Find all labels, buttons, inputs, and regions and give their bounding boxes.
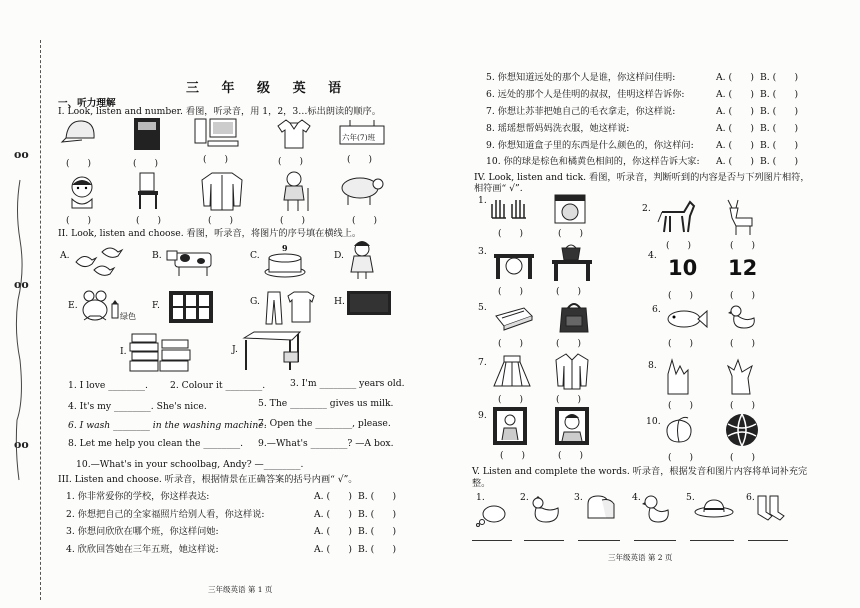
q4-num-10: 10. [646, 416, 661, 427]
page-1-footer: 三年级英语 第 1 页 [208, 585, 273, 594]
q3-item-10: 10. 你的球是棕色和橘黄色相间的，你这样告诉大家: [486, 156, 700, 167]
page-title: 三 年 级 英 语 [186, 81, 351, 96]
q1-answer-3[interactable]: ( ) [203, 155, 229, 165]
q3-5-choice-a[interactable]: A. ( ) [716, 72, 755, 83]
door-icon [132, 117, 162, 151]
q1-answer-6[interactable]: ( ) [66, 216, 92, 226]
girl-icon [348, 240, 376, 280]
fill-line-6[interactable]: 6. I wash ________ in the washing machine. [68, 420, 267, 431]
fill-line-9[interactable]: 9.—What's ________? —A box. [258, 438, 394, 449]
q4-num-7: 7. [478, 357, 487, 368]
q3-item-8: 8. 瑶瑶想帮妈妈洗衣服，她这样说: [486, 123, 630, 134]
q4-answer-1a[interactable]: ( ) [498, 229, 524, 239]
q3-item-5: 5. 你想知道远处的那个人是谁，你这样问佳明: [486, 72, 676, 83]
q4-answer-6b[interactable]: ( ) [730, 339, 756, 349]
q2-label-a: A. [60, 250, 70, 261]
q3-4-choice-a[interactable]: A. ( ) [314, 544, 353, 555]
q4-num-1: 1. [478, 195, 487, 206]
q5-num-6: 6. [746, 492, 755, 503]
q2-label-c: C. [250, 250, 260, 261]
q3-item-4: 4. 欣欣回答她在三年五班，她这样说: [66, 544, 219, 555]
chair-icon [136, 172, 160, 210]
fish-icon [666, 308, 708, 330]
binding-line [40, 40, 41, 600]
q3-3-choice-b[interactable]: B. ( ) [358, 526, 397, 537]
q2-label-i: I. [120, 346, 127, 357]
hand-sign-b-icon [724, 356, 758, 396]
q4-answer-8b[interactable]: ( ) [730, 401, 756, 411]
q4-answer-4a[interactable]: ( ) [668, 291, 694, 301]
q3-9-choice-a[interactable]: A. ( ) [716, 140, 755, 151]
q3-item-1: 1. 你非常爱你的学校，你这样表达: [66, 491, 210, 502]
socks-icon [754, 494, 786, 522]
hen-icon [530, 496, 560, 524]
q3-1-choice-b[interactable]: B. ( ) [358, 491, 397, 502]
q3-item-7: 7. 你想让苏菲把她自己的毛衣拿走，你这样说: [486, 106, 676, 117]
table-bag-icon [550, 242, 594, 282]
grandpa-icon [280, 170, 314, 212]
blackboard-icon [346, 290, 392, 316]
hat-icon [694, 498, 734, 518]
sweater-icon [200, 170, 244, 212]
thought-bubble-icon [476, 504, 506, 526]
q2-label-j: J. [232, 344, 238, 355]
binder-hole-icon: oo [14, 278, 29, 291]
q4-answer-10b[interactable]: ( ) [730, 453, 756, 463]
margin-squiggle [12, 180, 32, 480]
baby-icon [66, 175, 98, 209]
q2-label-b: B. [152, 250, 162, 261]
q3-9-choice-b[interactable]: B. ( ) [760, 140, 799, 151]
q2-label-f: F. [152, 300, 160, 311]
q5-num-2: 2. [520, 492, 529, 503]
cake-number: 9 [282, 243, 288, 253]
q3-1-choice-a[interactable]: A. ( ) [314, 491, 353, 502]
bread-icon [584, 494, 616, 520]
q4-num-3: 3. [478, 246, 487, 257]
desk-icon [242, 330, 302, 372]
q3-6-choice-a[interactable]: A. ( ) [716, 89, 755, 100]
q3-10-choice-b[interactable]: B. ( ) [760, 156, 799, 167]
clothes-icon [264, 290, 318, 326]
q5-answer-line-2[interactable] [524, 540, 564, 541]
q1-answer-1[interactable]: ( ) [66, 159, 92, 169]
q5-num-3: 3. [574, 492, 583, 503]
q1-answer-2[interactable]: ( ) [133, 159, 159, 169]
cow-icon [165, 247, 219, 277]
sheep-icon [336, 174, 384, 206]
q2-label-h: H. [334, 296, 345, 307]
peach-icon [664, 416, 694, 444]
q3-2-choice-a[interactable]: A. ( ) [314, 509, 353, 520]
q5-answer-line-4[interactable] [634, 540, 676, 541]
q5-title-line2: 整。 [472, 478, 491, 489]
photo-frame-b-icon [554, 406, 590, 446]
books-icon [130, 332, 192, 374]
q4-title: IV. Look, listen and tick. 看图，听录音，判断听到的内容是否与下列图片相符， [474, 172, 810, 183]
q5-num-1: 1. [476, 492, 485, 503]
q1-answer-10[interactable]: ( ) [352, 216, 378, 226]
q4-answer-7b[interactable]: ( ) [556, 395, 582, 405]
q5-title: V. Listen and complete the words. 听录音，根据发音和图片内容将单词补充完 [472, 466, 808, 477]
fill-line-3[interactable]: 3. I'm ________ years old. [290, 378, 405, 389]
pencil-box-icon [494, 304, 534, 332]
q4-answer-9b[interactable]: ( ) [558, 451, 584, 461]
number-10: 10 [668, 256, 698, 280]
q4-answer-5a[interactable]: ( ) [498, 339, 524, 349]
goat-icon [722, 198, 758, 236]
fill-line-4[interactable]: 4. It's my ________. She's nice. [68, 401, 207, 412]
q2-label-g: G. [250, 296, 260, 307]
section-1-title: 一、听力理解 [58, 98, 116, 109]
binder-hole-icon: oo [14, 438, 29, 451]
q3-8-choice-b[interactable]: B. ( ) [760, 123, 799, 134]
q4-answer-3a[interactable]: ( ) [498, 287, 524, 297]
q1-answer-5[interactable]: ( ) [347, 155, 373, 165]
q3-item-9: 9. 你想知道盒子里的东西是什么颜色的，你这样问: [486, 140, 694, 151]
q3-2-choice-b[interactable]: B. ( ) [358, 509, 397, 520]
q3-4-choice-b[interactable]: B. ( ) [358, 544, 397, 555]
q4-num-8: 8. [648, 360, 657, 371]
q1-answer-8[interactable]: ( ) [208, 216, 234, 226]
q4-answer-4b[interactable]: ( ) [730, 291, 756, 301]
q4-num-9: 9. [478, 410, 487, 421]
q1-answer-9[interactable]: ( ) [280, 216, 306, 226]
page-2 [432, 0, 860, 608]
duck-icon [728, 304, 758, 332]
q4-answer-3b[interactable]: ( ) [556, 287, 582, 297]
photo-frame-a-icon [492, 406, 528, 446]
crayon-label: 绿色 [120, 312, 136, 321]
q3-5-choice-b[interactable]: B. ( ) [760, 72, 799, 83]
q5-num-4: 4. [632, 492, 641, 503]
frog-icon [80, 290, 110, 326]
fill-line-8[interactable]: 8. Let me help you clean the ________. [68, 438, 244, 449]
q4-answer-2a[interactable]: ( ) [666, 241, 692, 251]
hand-sign-a-icon [662, 356, 694, 396]
skirt-icon [492, 354, 532, 388]
q1-answer-7[interactable]: ( ) [136, 216, 162, 226]
fill-line-7[interactable]: 7. Open the ________, please. [258, 418, 391, 429]
q1-title: I. Look, listen and number. 看图，听录音，用 1，2，3…标出朗读的顺序。 [58, 106, 381, 117]
q5-answer-line-3[interactable] [578, 540, 620, 541]
birds-icon [72, 244, 128, 274]
q3-3-choice-a[interactable]: A. ( ) [314, 526, 353, 537]
q4-answer-8a[interactable]: ( ) [668, 401, 694, 411]
q3-item-3: 3. 你想问欣欣在哪个班，你这样问她: [66, 526, 219, 537]
q4-num-5: 5. [478, 302, 487, 313]
q4-answer-2b[interactable]: ( ) [730, 241, 756, 251]
q4-num-6: 6. [652, 304, 661, 315]
window-icon [168, 290, 214, 324]
q3-6-choice-b[interactable]: B. ( ) [760, 89, 799, 100]
fill-line-2[interactable]: 2. Colour it ________. [170, 380, 266, 391]
q4-answer-1b[interactable]: ( ) [558, 229, 584, 239]
table-ball-icon [492, 250, 536, 280]
q3-7-choice-a[interactable]: A. ( ) [716, 106, 755, 117]
q4-answer-7a[interactable]: ( ) [498, 395, 524, 405]
q4-num-4: 4. [648, 250, 657, 261]
crayon-icon [110, 300, 120, 320]
q5-answer-line-6[interactable] [748, 540, 788, 541]
q2-label-e: E. [68, 300, 78, 311]
q3-title: III. Listen and choose. 听录音，根据情景在正确答案的括号内画“ √”。 [58, 474, 358, 485]
q3-8-choice-a[interactable]: A. ( ) [716, 123, 755, 134]
number-12: 12 [728, 256, 758, 280]
shirt-long-icon [554, 352, 590, 390]
duckling-icon [642, 494, 672, 524]
computer-icon [195, 117, 247, 149]
q4-answer-6a[interactable]: ( ) [668, 339, 694, 349]
cap-icon [62, 118, 98, 146]
q2-title: II. Look, listen and choose. 看图，听录音，将图片的序号填在横线上。 [58, 228, 362, 239]
q3-item-2: 2. 你想把自己的全家福照片给别人看，你这样说: [66, 509, 265, 520]
class-sign-label: 六年(7)班 [342, 133, 376, 142]
q4-answer-9a[interactable]: ( ) [500, 451, 526, 461]
washing-machine-icon [554, 194, 586, 224]
q1-answer-4[interactable]: ( ) [278, 157, 304, 167]
fill-line-5[interactable]: 5. The ________ gives us milk. [258, 398, 394, 409]
watermelon-icon [724, 412, 760, 448]
page-2-footer: 三年级英语 第 2 页 [608, 553, 673, 562]
hands-icon [490, 198, 530, 220]
q5-answer-line-1[interactable] [472, 540, 512, 541]
q4-num-2: 2. [642, 203, 651, 214]
q3-7-choice-b[interactable]: B. ( ) [760, 106, 799, 117]
horse-icon [656, 198, 696, 234]
fill-line-1[interactable]: 1. I love ________. [68, 380, 148, 391]
q4-title-line2: 相符画“ √”. [474, 183, 523, 194]
shirt-icon [276, 118, 312, 150]
q3-item-6: 6. 远处的那个人是佳明的叔叔，佳明这样告诉你: [486, 89, 685, 100]
q3-10-choice-a[interactable]: A. ( ) [716, 156, 755, 167]
schoolbag-icon [556, 300, 592, 334]
q5-num-5: 5. [686, 492, 695, 503]
q4-answer-10a[interactable]: ( ) [668, 453, 694, 463]
q2-label-d: D. [334, 250, 344, 261]
binder-hole-icon: oo [14, 148, 29, 161]
fill-line-10[interactable]: 10.—What's in your schoolbag, Andy? —________. [76, 459, 304, 470]
q4-answer-5b[interactable]: ( ) [556, 339, 582, 349]
q5-answer-line-5[interactable] [690, 540, 734, 541]
